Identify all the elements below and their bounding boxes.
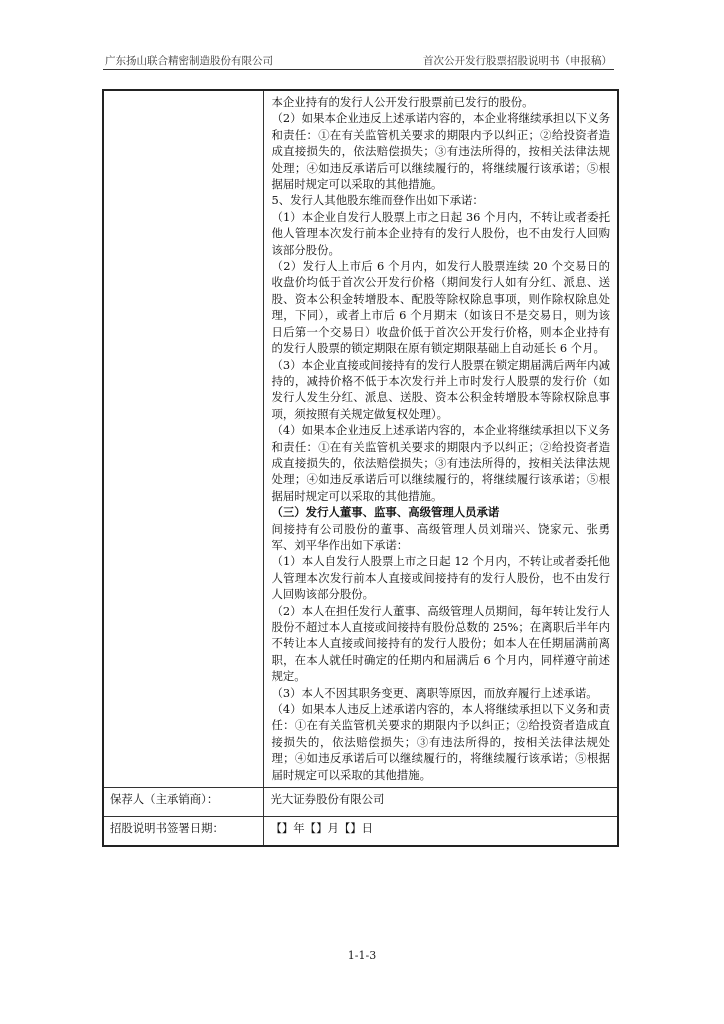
commitment-paragraph: 5、发行人其他股东维而登作出如下承诺：	[271, 193, 484, 208]
commitment-paragraph: （2）如果本企业违反上述承诺内容的，本企业将继续承担以下义务和责任：①在有关监管机关要求的期限内予以纠正；②给投资者造成直接损失的，依法赔偿损失；③有违法所得的，按相关法律法规处理；④如违反承诺后可以继续履行的，将继续履行该承诺；⑤根据届时规定可以采取的其他措施。	[271, 111, 610, 192]
header-company: 广东扬山联合精密制造股份有限公司	[105, 55, 273, 67]
sponsor-value: 光大证券股份有限公司	[263, 788, 618, 817]
commitment-paragraph: （2）发行人上市后 6 个月内，如发行人股票连续 20 个交易日的收盘价均低于首次公开发行价格（期间发行人如有分红、派息、送股、资本公积金转增股本、配股等除权除息事项，则作除权除息处理，下同），或者上市后 6 个月期末（如该日不是交易日，则为该日后第一个交易日）收盘价低于首次公开发行价格，则本企业持有的发行人股票的锁定期限在原有锁定期限基础上自动延长 6 个月。	[271, 259, 610, 356]
sign-date-row	[103, 817, 618, 847]
sign-date-value: 【】年【】月【】日	[263, 817, 618, 847]
header-doc-title: 首次公开发行股票招股说明书（申报稿）	[423, 55, 612, 67]
commitment-paragraph: （4）如果本企业违反上述承诺内容的，本企业将继续承担以下义务和责任：①在有关监管机关要求的期限内予以纠正；②给投资者造成直接损失的，依法赔偿损失；③有违法所得的，按相关法律法规处理；④如违反承诺后可以继续履行的，将继续履行该承诺；⑤根据届时规定可以采取的其他措施。	[271, 423, 610, 503]
commitment-paragraph: （3）本企业直接或间接持有的发行人股票在锁定期届满后两年内减持的，减持价格不低于本次发行并上市时发行人股票的发行价（如发行人发生分红、派息、送股、资本公积金转增股本等除权除息事项，须按照有关规定做复权处理）。	[271, 357, 610, 421]
section-heading: （三）发行人董事、监事、高级管理人员承诺	[271, 505, 500, 520]
commitment-paragraph: （1）本企业自发行人股票上市之日起 36 个月内，不转让或者委托他人管理本次发行前本企业持有的发行人股份，也不由发行人回购该部分股份。	[271, 209, 610, 257]
commitment-paragraph: 间接持有公司股份的董事、高级管理人员刘瑞兴、饶家元、张勇军、刘平华作出如下承诺：	[271, 521, 610, 552]
commitment-paragraph: 本企业持有的发行人公开发行股票前已发行的股份。	[271, 95, 534, 109]
sign-date-label: 招股说明书签署日期：	[103, 817, 263, 847]
commitments-text	[265, 92, 617, 786]
commitments-row	[103, 90, 618, 788]
page-header	[103, 49, 614, 70]
commitment-paragraph: （3）本人不因其职务变更、离职等原因，而放弃履行上述承诺。	[271, 685, 598, 700]
commitments-cell	[263, 90, 618, 788]
commitment-paragraph: （2）本人在担任发行人董事、高级管理人员期间，每年转让发行人股份不超过本人直接或间接持有股份总数的 25%；在离职后半年内不转让本人直接或间接持有的发行人股份；如本人在任期届满前离职，在本人就任时确定的任期内和届满后 6 个月内，同样遵守前述规定。	[271, 603, 610, 684]
sponsor-row	[103, 788, 618, 817]
page-number: 1-1-3	[347, 949, 377, 962]
commitment-paragraph: （4）如果本人违反上述承诺内容的，本人将继续承担以下义务和责任：①在有关监管机关要求的期限内予以纠正；②给投资者造成直接损失的，依法赔偿损失；③有违法所得的，按相关法律法规处理；④如违反承诺后可以继续履行的，将继续履行该承诺；⑤根据届时规定可以采取的其他措施。	[271, 702, 610, 782]
commitment-paragraph: （1）本人自发行人股票上市之日起 12 个月内，不转让或者委托他人管理本次发行前本人直接或间接持有的发行人股份，也不由发行人回购该部分股份。	[271, 554, 610, 602]
sponsor-label: 保荐人（主承销商）：	[103, 788, 263, 817]
prospectus-table	[102, 89, 619, 847]
commitments-label-cell	[103, 90, 263, 788]
